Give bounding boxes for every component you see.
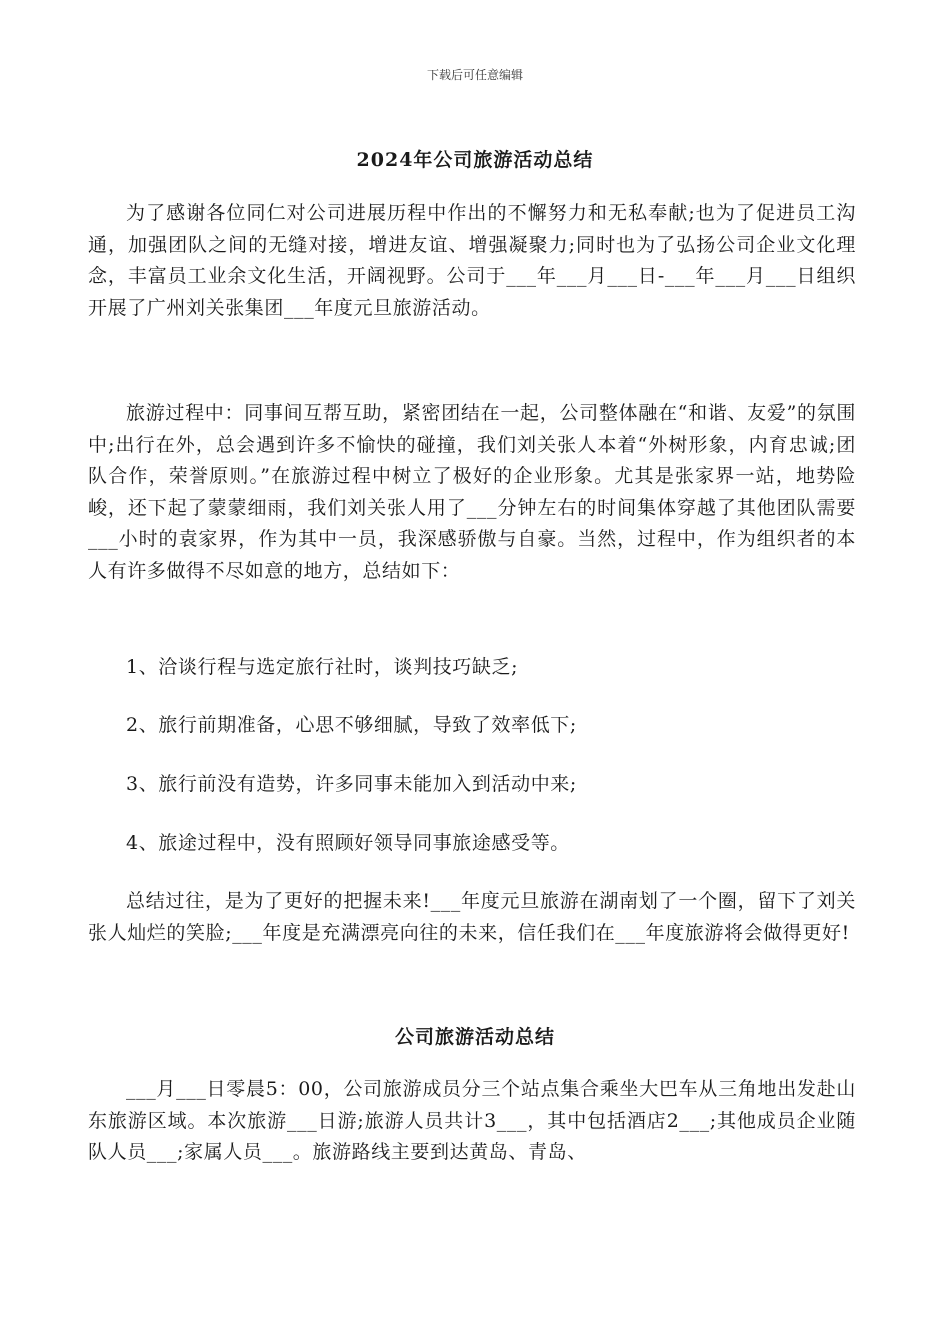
summary-list-item-3: 3、旅行前没有造势，许多同事未能加入到活动中来; <box>126 773 577 795</box>
header-note: 下载后可任意编辑 <box>426 68 523 82</box>
summary-list-item-4: 4、旅途过程中，没有照顾好领导同事旅途感受等。 <box>126 832 570 854</box>
section2-title: 公司旅游活动总结 <box>394 1026 555 1048</box>
section1-paragraph-3: 总结过往，是为了更好的把握未来!___年度元旦旅游在湖南划了一个圈，留下了刘关张人灿烂的笑脸;___年度是充满漂亮向往的未来，信任我们在___年度旅游将会做得更好! <box>88 890 856 944</box>
section1-paragraph-1: 为了感谢各位同仁对公司进展历程中作出的不懈努力和无私奉献;也为了促进员工沟通，加强团队之间的无缝对接，增进友谊、增强凝聚力;同时也为了弘扬公司企业文化理念，丰富员工业余文化生活，开阔视野。公司于___年___月___日-___年___月___日组织开展了广州刘关张集团___年度元旦旅游活动。 <box>88 202 856 319</box>
section1-paragraph-2: 旅游过程中：同事间互帮互助，紧密团结在一起，公司整体融在“和谐、友爱”的氛围中;出行在外，总会遇到许多不愉快的碰撞，我们刘关张人本着“外树形象，内育忠诚;团队合作，荣誉原则。”在旅游过程中树立了极好的企业形象。尤其是张家界一站，地势险峻，还下起了蒙蒙细雨，我们刘关张人用了___分钟左右的时间集体穿越了其他团队需要___小时的袁家界，作为其中一员，我深感骄傲与自豪。当然，过程中，作为组织者的本人有许多做得不尽如意的地方，总结如下： <box>88 402 856 582</box>
summary-list-item-2: 2、旅行前期准备，心思不够细腻，导致了效率低下; <box>126 714 577 736</box>
section1-title: 2024年公司旅游活动总结 <box>356 149 594 171</box>
section2-paragraph-1: ___月___日零晨5：00，公司旅游成员分三个站点集合乘坐大巴车从三角地出发赴山东旅游区域。本次旅游___日游;旅游人员共计3___，其中包括酒店2___;其他成员企业随队人员___;家属人员___。旅游路线主要到达黄岛、青岛、 <box>88 1078 856 1163</box>
summary-list-item-1: 1、洽谈行程与选定旅行社时，谈判技巧缺乏; <box>126 656 519 678</box>
